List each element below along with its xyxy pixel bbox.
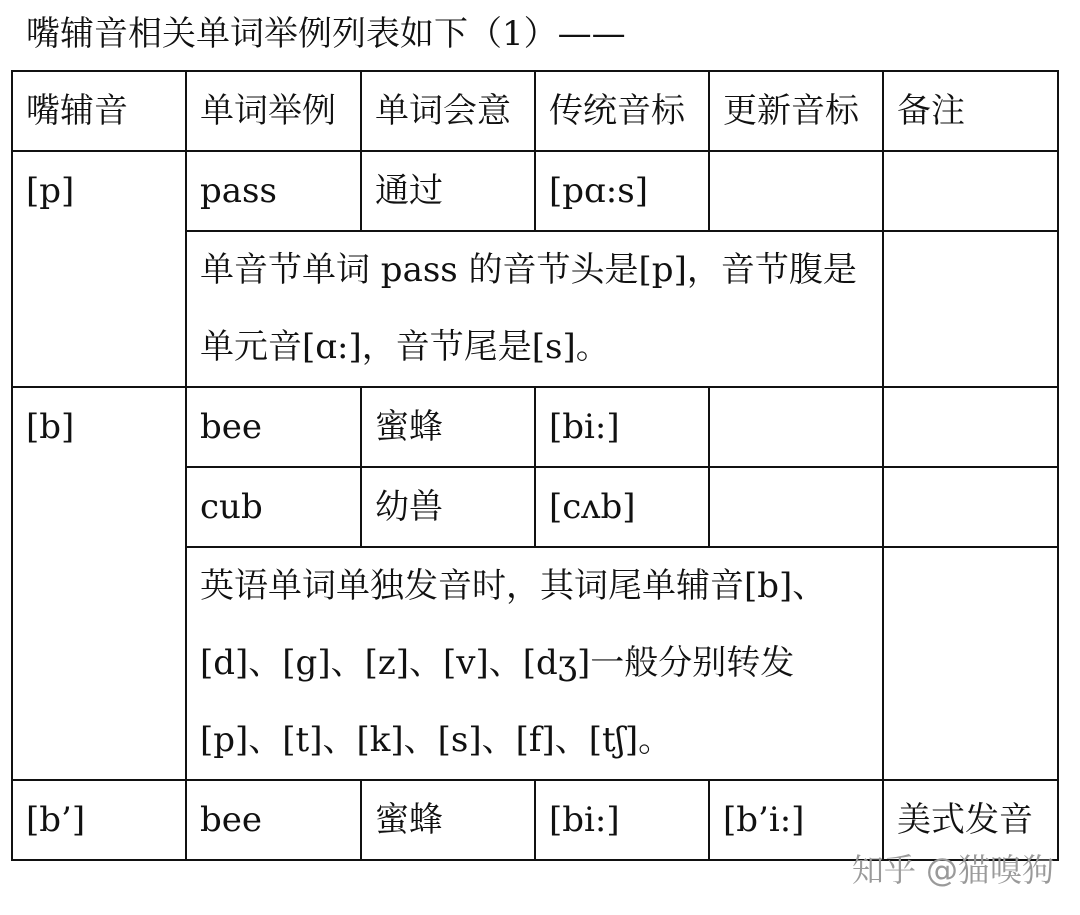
meaning-cell: 蜜蜂 xyxy=(361,387,535,467)
updated-phonetic-cell: [b’i:] xyxy=(709,780,883,860)
word-cell: cub xyxy=(186,467,361,547)
zhihu-watermark: 知乎 @猫嗅狗 xyxy=(851,851,1054,889)
header-cell: 嘴辅音 xyxy=(12,71,186,151)
updated-phonetic-cell xyxy=(709,387,883,467)
header-row xyxy=(12,71,1058,151)
traditional-phonetic-cell: [bi:] xyxy=(535,780,709,860)
remark-cell xyxy=(883,231,1058,387)
meaning-cell: 幼兽 xyxy=(361,467,535,547)
word-cell: pass xyxy=(186,151,361,231)
traditional-phonetic-cell: [bi:] xyxy=(535,387,709,467)
note-cell: 英语单词单独发音时，其词尾单辅音[b]、[d]、[g]、[z]、[v]、[dʒ]一般分别转发[p]、[t]、[k]、[s]、[f]、[tʃ]。 xyxy=(186,547,883,780)
header-cell: 备注 xyxy=(883,71,1058,151)
header-cell: 单词举例 xyxy=(186,71,361,151)
consonant-table xyxy=(11,70,1059,861)
remark-cell xyxy=(883,467,1058,547)
remark-cell xyxy=(883,387,1058,467)
table-row xyxy=(12,387,1058,467)
meaning-cell: 蜜蜂 xyxy=(361,780,535,860)
word-cell: bee xyxy=(186,387,361,467)
traditional-phonetic-cell: [cʌb] xyxy=(535,467,709,547)
updated-phonetic-cell xyxy=(709,151,883,231)
consonant-cell: [b] xyxy=(12,387,186,780)
consonant-cell: [p] xyxy=(12,151,186,387)
document-title: 嘴辅音相关单词举例列表如下（1）—— xyxy=(26,14,626,54)
remark-cell xyxy=(883,151,1058,231)
remark-cell: 美式发音 xyxy=(883,780,1058,860)
note-cell: 单音节单词 pass 的音节头是[p]，音节腹是单元音[ɑ:]，音节尾是[s]。 xyxy=(186,231,883,387)
meaning-cell: 通过 xyxy=(361,151,535,231)
header-cell: 单词会意 xyxy=(361,71,535,151)
word-cell: bee xyxy=(186,780,361,860)
updated-phonetic-cell xyxy=(709,467,883,547)
header-cell: 传统音标 xyxy=(535,71,709,151)
table-row xyxy=(12,151,1058,231)
traditional-phonetic-cell: [pɑ:s] xyxy=(535,151,709,231)
remark-cell xyxy=(883,547,1058,780)
consonant-cell: [b’] xyxy=(12,780,186,860)
header-cell: 更新音标 xyxy=(709,71,883,151)
